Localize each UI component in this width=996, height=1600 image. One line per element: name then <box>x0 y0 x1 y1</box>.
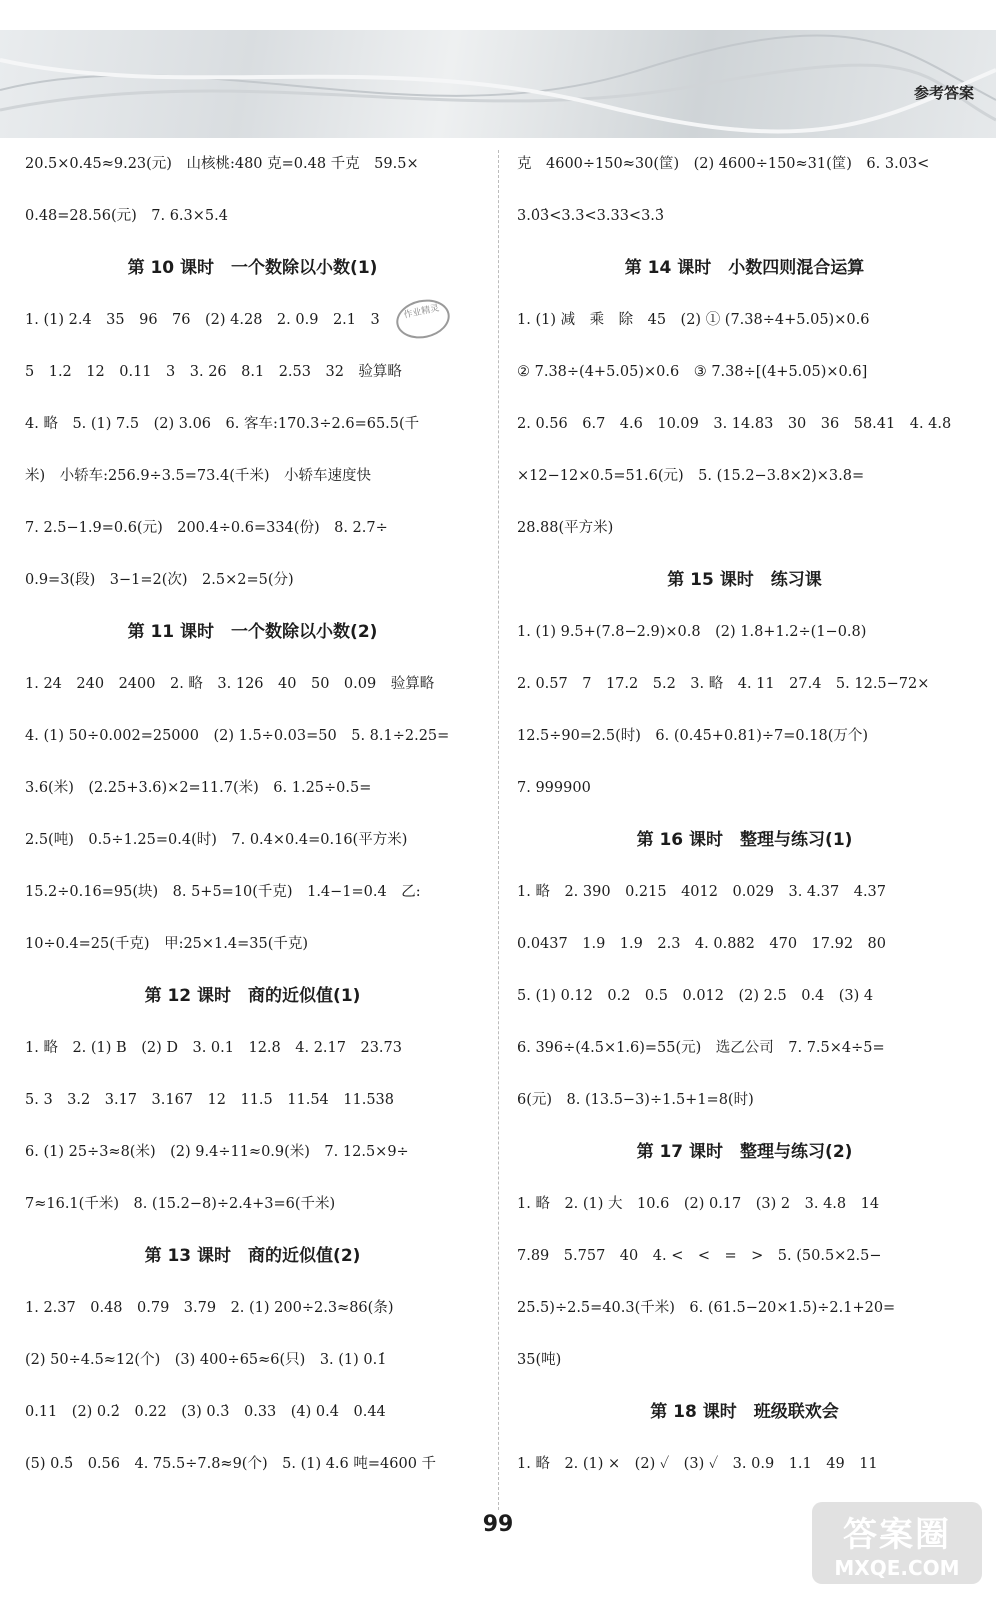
answer-line: 4. (1) 50÷0.002=25000 (2) 1.5÷0.03=50 5. 8.1÷2.25= <box>25 728 450 744</box>
section-heading: 第 13 课时 商的近似值(2) <box>144 1246 361 1266</box>
section-heading: 第 11 课时 一个数除以小数(2) <box>127 622 378 642</box>
answer-line: (5) 0.5̇ 0.56 4. 75.5÷7.8≈9(个) 5. (1) 4.6 吨=4600 千 <box>25 1456 437 1472</box>
answer-line: 1. 略 2. (1) B (2) D 3. 0.1 12.8 4. 2.17 23.73 <box>25 1040 402 1056</box>
answer-line: (2) 50÷4.5≈12(个) (3) 400÷65≈6(只) 3. (1) 0.1̇ <box>25 1352 387 1368</box>
answer-line: 0.48=28.56(元) 7. 6.3×5.4 <box>25 208 228 224</box>
answer-line: 25.5)÷2.5=40.3(千米) 6. (61.5−20×1.5)÷2.1+20= <box>517 1300 896 1316</box>
answer-line: 7≈16.1(千米) 8. (15.2−8)÷2.4+3=6(千米) <box>25 1196 336 1212</box>
section-heading: 第 18 课时 班级联欢会 <box>650 1402 839 1422</box>
answer-line: 1. 24 240 2400 2. 略 3. 126 40 50 0.09 验算略 <box>25 676 435 692</box>
answer-line: 0.9=3(段) 3−1=2(次) 2.5×2=5(分) <box>25 572 294 588</box>
section-heading: 第 10 课时 一个数除以小数(1) <box>127 258 378 278</box>
page-number: 99 <box>482 1512 514 1537</box>
answer-line: 0.0437 1.9 1.9 2.3 4. 0.882 470 17.92 80 <box>517 936 887 952</box>
answer-line: 3.6(米) (2.25+3.6)×2=11.7(米) 6. 1.25÷0.5= <box>25 780 372 796</box>
section-heading: 第 12 课时 商的近似值(1) <box>144 986 361 1006</box>
answer-line: 1. 略 2. 390 0.215 4012 0.029 3. 4.37 4.37 <box>517 884 886 900</box>
answer-line: 7.89 5.757 40 4. < < = > 5. (50.5×2.5− <box>517 1248 882 1264</box>
left-column <box>25 138 480 1490</box>
answer-line: 6. (1) 25÷3≈8(米) (2) 9.4÷11≈0.9(米) 7. 12.5×9÷ <box>25 1144 409 1160</box>
answer-line: 1. 2.37 0.48 0.79 3.79 2. (1) 200÷2.3≈86(条) <box>25 1300 394 1316</box>
answer-line: 4. 略 5. (1) 7.5 (2) 3.06 6. 客车:170.3÷2.6=65.5(千 <box>25 416 420 432</box>
watermark-sub: MXQE.COM <box>834 1555 960 1580</box>
answer-line: ×12−12×0.5=51.6(元) 5. (15.2−3.8×2)×3.8= <box>517 468 865 484</box>
stamp-mark: 作业精灵 <box>393 295 454 343</box>
answer-line: 10÷0.4=25(千克) 甲:25×1.4=35(千克) <box>25 936 309 952</box>
banner-decoration <box>0 30 996 138</box>
answer-line: 12.5÷90=2.5(时) 6. (0.45+0.81)÷7=0.18(万个) <box>517 728 869 744</box>
answer-line: 20.5×0.45≈9.23(元) 山核桃:480 克=0.48 千克 59.5× <box>25 156 419 172</box>
answer-line: 1. (1) 2.4 35 96 76 (2) 4.28 2. 0.9 2.1 3 <box>25 312 380 328</box>
header-title: 参考答案 <box>913 84 974 102</box>
answer-line: 5. (1) 0.12 0.2 0.5 0.012 (2) 2.5 0.4 (3) 4 <box>517 988 874 1004</box>
answer-line: 1. (1) 减 乘 除 45 (2) ① (7.38÷4+5.05)×0.6 <box>517 312 870 328</box>
answer-line: 3.0̇3̇<3.3<3.33<3.3̇ <box>517 208 665 224</box>
answer-line: 2. 0.56 6.7 4.6 10.09 3. 14.83 30 36 58.41 4. 4.8 <box>517 416 952 432</box>
column-divider <box>498 150 499 1510</box>
section-heading: 第 15 课时 练习课 <box>667 570 822 590</box>
answer-line: 2.5(吨) 0.5÷1.25=0.4(时) 7. 0.4×0.4=0.16(平方米) <box>25 832 408 848</box>
answer-line: 6. 396÷(4.5×1.6)=55(元) 选乙公司 7. 7.5×4÷5= <box>517 1040 885 1056</box>
answer-line: 28.88(平方米) <box>517 520 614 536</box>
answer-line: 1. 略 2. (1) 大 10.6 (2) 0.17 (3) 2 3. 4.8 14 <box>517 1196 880 1212</box>
answer-line: 米) 小轿车:256.9÷3.5=73.4(千米) 小轿车速度快 <box>25 468 372 484</box>
header-banner <box>0 30 996 138</box>
watermark-logo <box>812 1502 982 1584</box>
answer-line: 5 1.2 12 0.11 3 3. 26 8.1 2.53 32 验算略 <box>25 364 402 380</box>
answer-line: 6(元) 8. (13.5−3)÷1.5+1=8(时) <box>517 1092 754 1108</box>
right-column <box>517 138 972 1490</box>
answer-line: 1. (1) 9.5+(7.8−2.9)×0.8 (2) 1.8+1.2÷(1−0.8) <box>517 624 867 640</box>
section-heading: 第 16 课时 整理与练习(1) <box>636 830 853 850</box>
section-heading: 第 14 课时 小数四则混合运算 <box>624 258 865 278</box>
answer-line: 1. 略 2. (1) × (2) ✓ (3) ✓ 3. 0.9 1.1 49 11 <box>517 1456 878 1472</box>
answer-line: 0.11 (2) 0.2̇ 0.22 (3) 0.3̇ 0.33 (4) 0.4̇ 0.44 <box>25 1404 386 1420</box>
answer-line: ② 7.38÷(4+5.05)×0.6 ③ 7.38÷[(4+5.05)×0.6] <box>517 364 868 380</box>
answer-line: 克 4600÷150≈30(筐) (2) 4600÷150≈31(筐) 6. 3.03< <box>517 156 930 172</box>
answer-line: 15.2÷0.16=95(块) 8. 5+5=10(千克) 1.4−1=0.4 乙: <box>25 884 421 900</box>
watermark-main: 答案圈 <box>843 1514 951 1555</box>
answer-line: 7. 999900 <box>517 780 591 796</box>
section-heading: 第 17 课时 整理与练习(2) <box>636 1142 853 1162</box>
answer-line: 5. 3 3.2 3.17 3.167 12 11.5 11.54 11.538 <box>25 1092 395 1108</box>
answer-line: 35(吨) <box>517 1352 562 1368</box>
answer-line: 7. 2.5−1.9=0.6(元) 200.4÷0.6=334(份) 8. 2.7÷ <box>25 520 388 536</box>
answer-line: 2. 0.57 7 17.2 5.2 3. 略 4. 11 27.4 5. 12.5−72× <box>517 676 930 692</box>
